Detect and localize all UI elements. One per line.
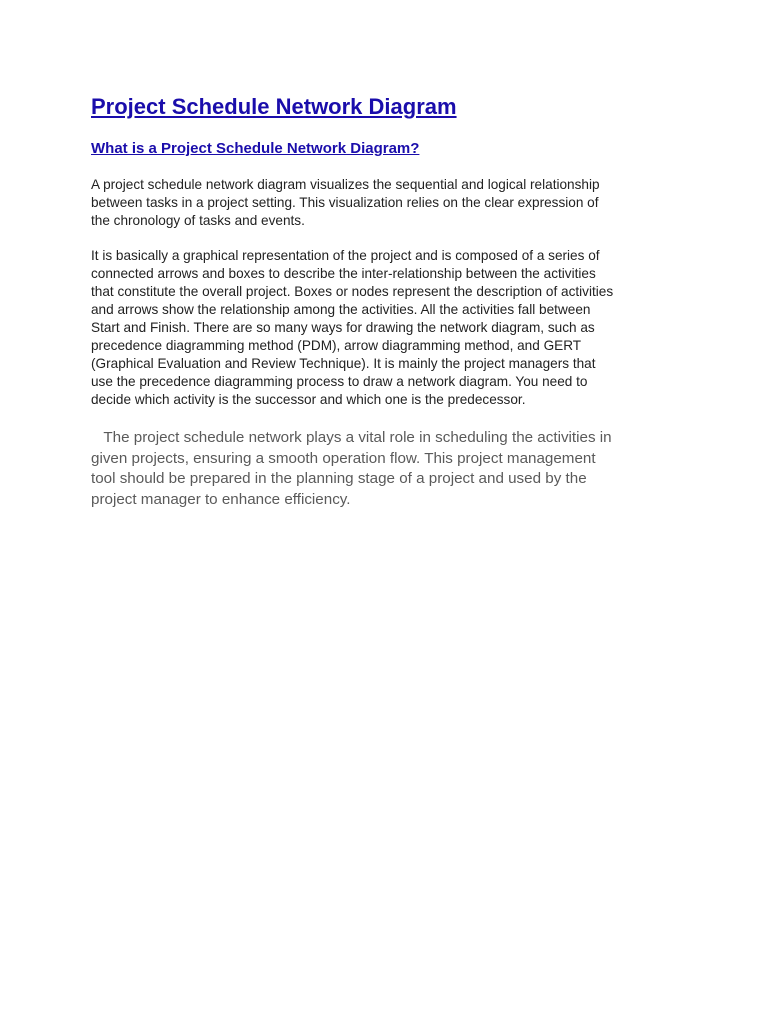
paragraph-line: connected arrows and boxes to describe the inter-relationship between the activities [91,266,596,281]
paragraph-line: It is basically a graphical representation of the project and is composed of a series of [91,248,600,263]
paragraph-line: the chronology of tasks and events. [91,213,305,228]
paragraph-line: given projects, ensuring a smooth operation flow. This project management [91,449,596,467]
paragraph-description [91,247,691,409]
paragraph-line: decide which activity is the successor and which one is the predecessor. [91,392,526,407]
paragraph-line: Start and Finish. There are so many ways for drawing the network diagram, such as [91,320,595,335]
paragraph-intro [91,176,691,230]
paragraph-line: tool should be prepared in the planning stage of a project and used by the [91,470,587,487]
section-heading-link[interactable]: What is a Project Schedule Network Diagram? [91,140,420,157]
paragraph-line: The project schedule network plays a vital role in scheduling the activities in [91,429,612,446]
document-title-link[interactable]: Project Schedule Network Diagram [91,94,457,119]
paragraph-line: project manager to enhance efficiency. [91,490,351,508]
paragraph-line: precedence diagramming method (PDM), arrow diagramming method, and GERT [91,338,582,353]
paragraph-summary [91,428,691,510]
paragraph-line: use the precedence diagramming process to draw a network diagram. You need to [91,374,588,389]
paragraph-line: (Graphical Evaluation and Review Technique). It is mainly the project managers that [91,356,596,371]
paragraph-line: that constitute the overall project. Boxes or nodes represent the description of activities [91,284,614,299]
paragraph-line: between tasks in a project setting. This visualization relies on the clear expression of [91,195,599,210]
paragraph-line: A project schedule network diagram visualizes the sequential and logical relationship [91,177,600,192]
paragraph-line: and arrows show the relationship among the activities. All the activities fall between [91,302,591,317]
